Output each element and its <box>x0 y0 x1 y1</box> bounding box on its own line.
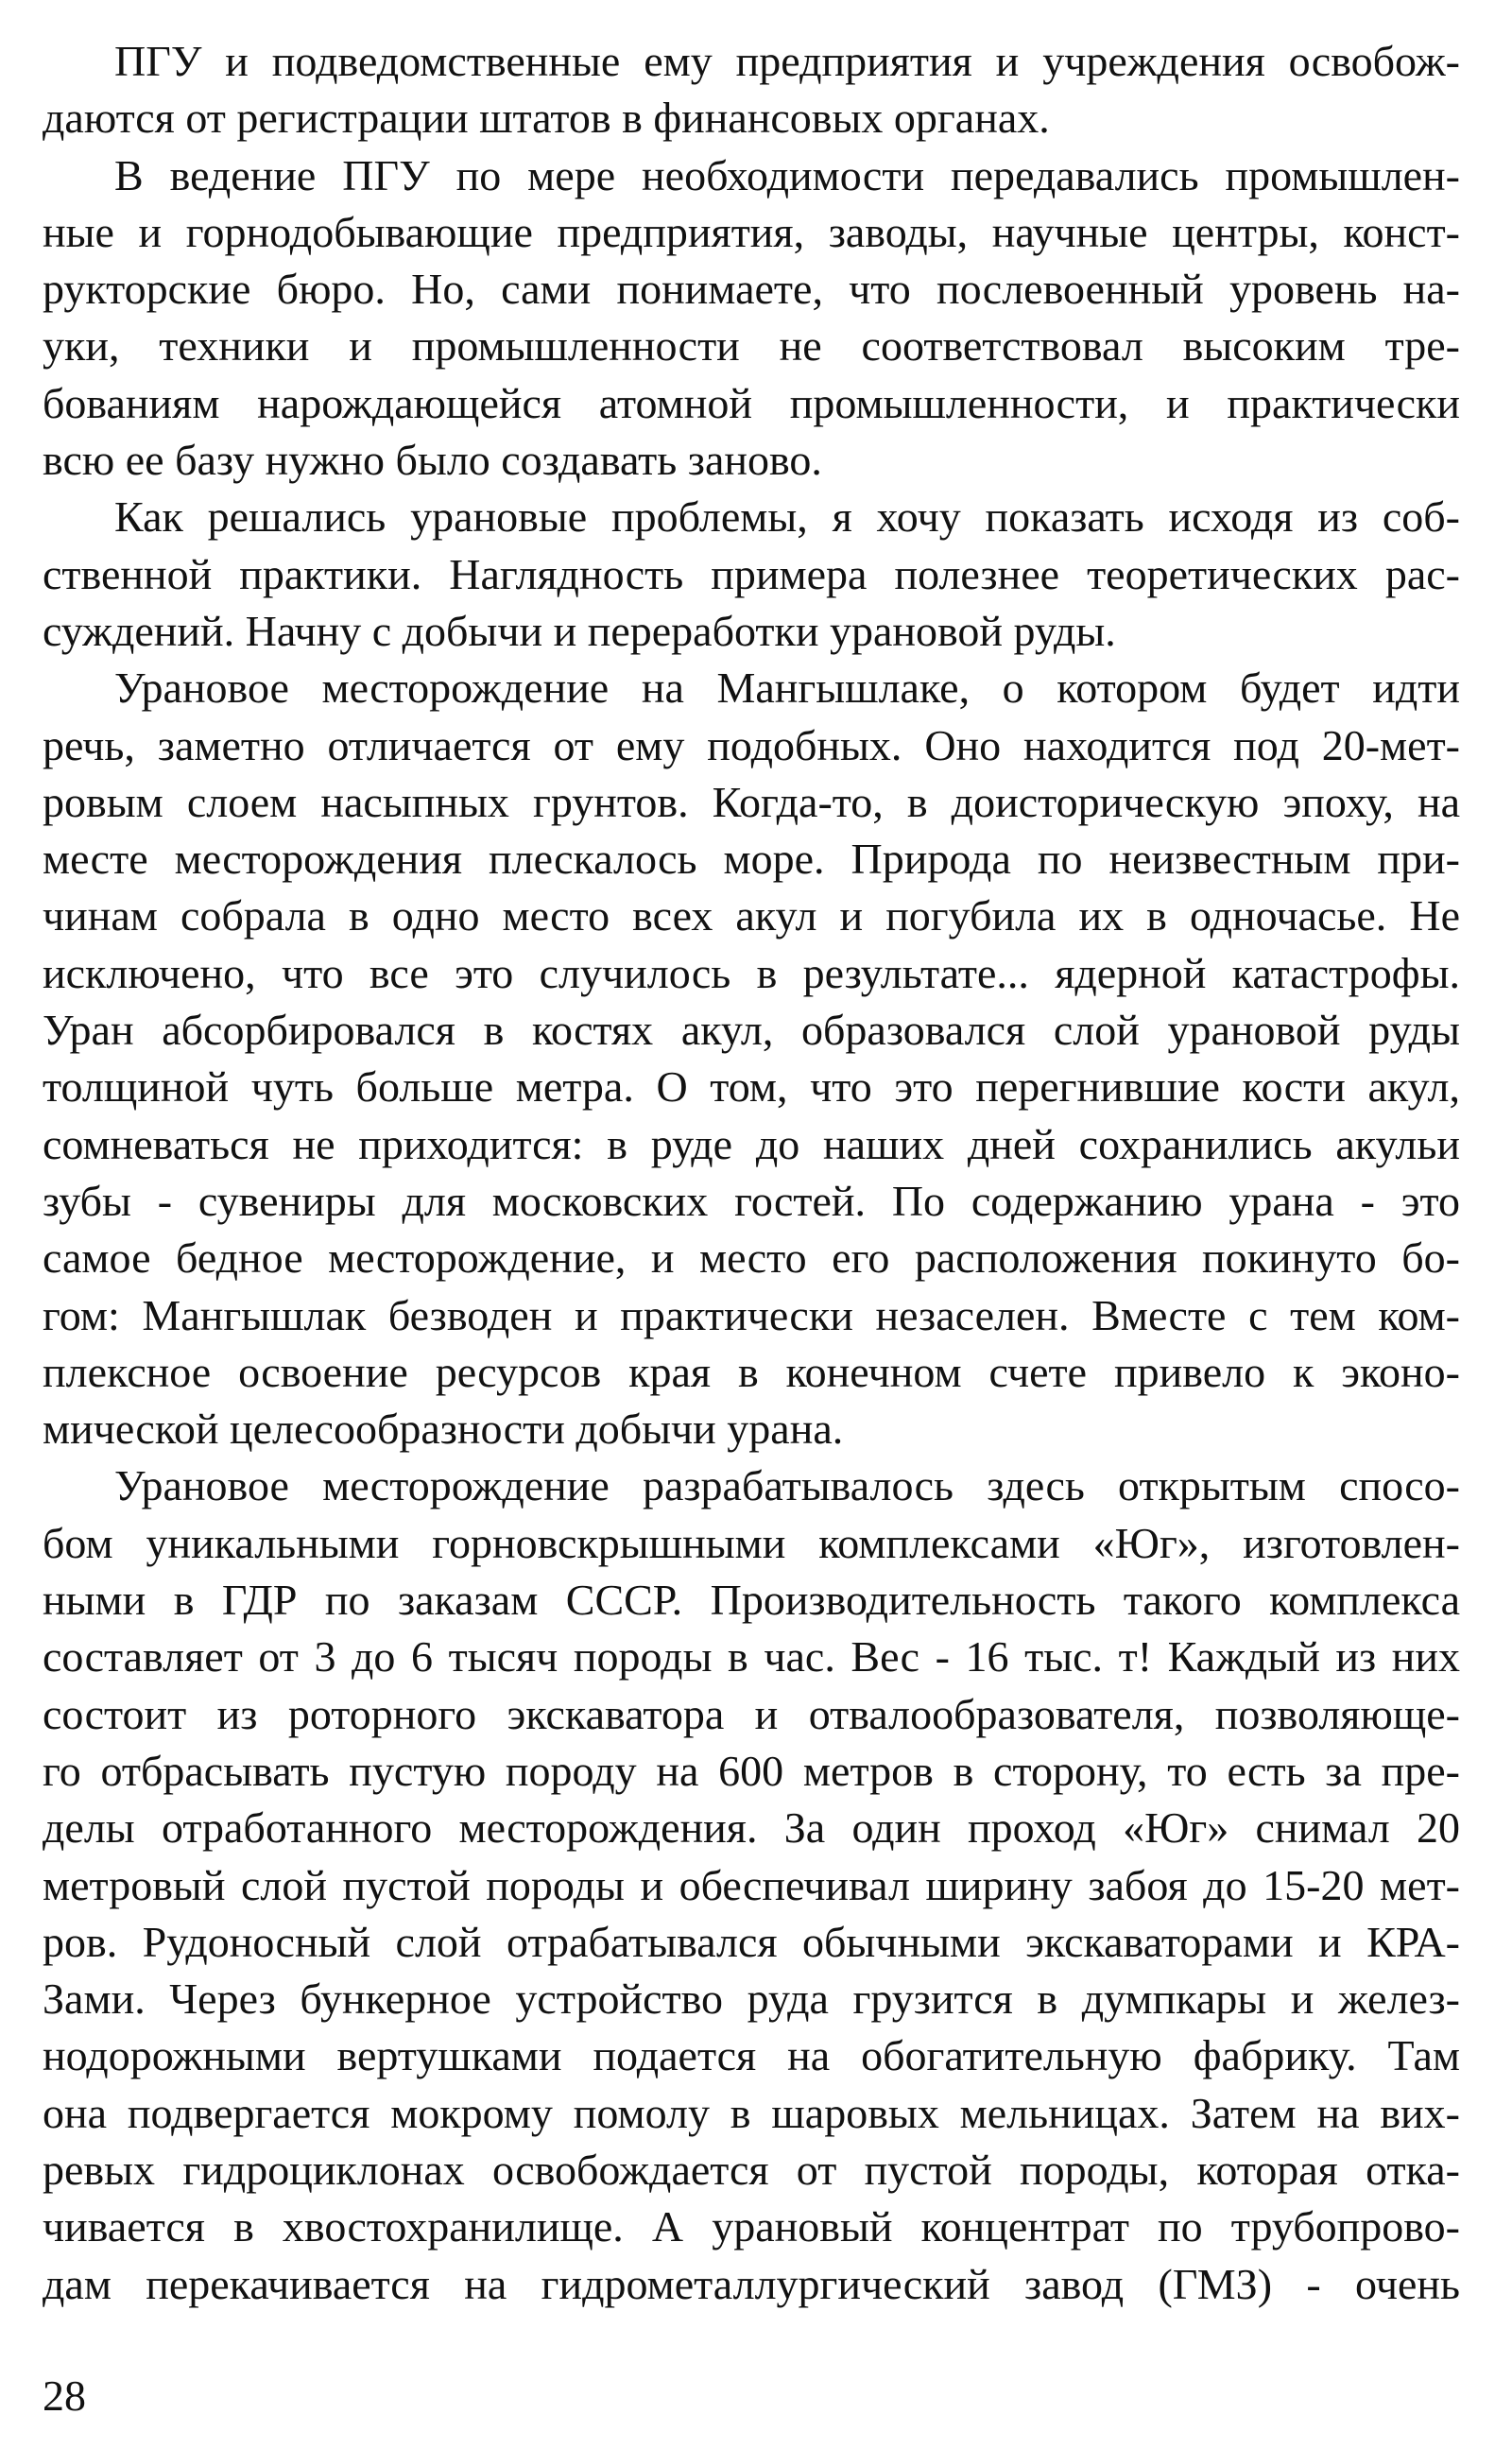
text-line: рукторские бюро. Но, сами понимаете, что послевоенный уровень на- <box>43 265 1460 314</box>
text-line: исключено, что все это случилось в результате... ядерной катастрофы. <box>43 948 1460 997</box>
text-line: речь, заметно отличается от ему подобных. Оно находится под 20-мет- <box>43 720 1460 769</box>
paragraph-2 <box>43 147 1460 490</box>
paragraph-1 <box>43 33 1460 147</box>
text-line: чинам собрала в одно место всех акул и погубила их в одночасье. Не <box>43 891 1460 940</box>
text-line: ные и горнодобывающие предприятия, заводы, научные центры, конст- <box>43 207 1460 256</box>
text-line: ПГУ и подведомственные ему предприятия и учреждения освобож- <box>114 37 1460 85</box>
text-line: Урановое месторождение разрабатывалось здесь открытым спосо- <box>114 1461 1460 1510</box>
text-line: состоит из роторного экскаватора и отвалообразователя, позволяюще- <box>43 1689 1460 1738</box>
text-line: суждений. Начну с добычи и переработки урановой руды. <box>43 606 1116 655</box>
text-line: го отбрасывать пустую породу на 600 метров в сторону, то есть за пре- <box>43 1746 1460 1795</box>
text-line: самое бедное месторождение, и место его расположения покинуто бо- <box>43 1233 1460 1283</box>
text-line: Как решались урановые проблемы, я хочу показать исходя из соб- <box>114 492 1460 542</box>
text-line: метровый слой пустой породы и обеспечивал ширину забоя до 15-20 мет- <box>43 1860 1460 1909</box>
paragraph-3 <box>43 489 1460 660</box>
text-line: мической целесообразности добычи урана. <box>43 1405 844 1454</box>
text-line: даются от регистрации штатов в финансовых органах. <box>43 94 1050 143</box>
text-line: составляет от 3 до 6 тысяч породы в час. Вес - 16 тыс. т! Каждый из них <box>43 1632 1460 1682</box>
text-line: бом уникальными горновскрышными комплексами «Юг», изготовлен- <box>43 1518 1460 1567</box>
text-line: ровым слоем насыпных грунтов. Когда-то, в доисторическую эпоху, на <box>43 777 1460 826</box>
text-line: ров. Рудоносный слой отрабатывался обычными экскаваторами и КРА- <box>43 1917 1460 1966</box>
paragraph-4 <box>43 660 1460 1457</box>
text-line: месте месторождения плескалось море. Природа по неизвестным при- <box>43 835 1460 884</box>
text-line: уки, техники и промышленности не соответствовал высоким тре- <box>43 321 1460 371</box>
text-line: Зами. Через бункерное устройство руда грузится в думпкары и желез- <box>43 1975 1460 2024</box>
text-line: ными в ГДР по заказам СССР. Производительность такого комплекса <box>43 1576 1460 1625</box>
page-body <box>43 33 1460 2313</box>
text-line: нодорожными вертушками подается на обогатительную фабрику. Там <box>43 2031 1460 2080</box>
page-number: 28 <box>43 2371 86 2420</box>
text-line: бованиям нарождающейся атомной промышленности, и практически <box>43 378 1460 427</box>
text-line: В ведение ПГУ по мере необходимости передавались промышлен- <box>114 150 1460 199</box>
text-line: толщиной чуть больше метра. О том, что это перегнившие кости акул, <box>43 1062 1460 1112</box>
text-line: дам перекачивается на гидрометаллургический завод (ГМЗ) - очень <box>43 2259 1460 2308</box>
text-line: гом: Мангышлак безводен и практически незаселен. Вместе с тем ком- <box>43 1290 1460 1339</box>
text-line: зубы - сувениры для московских гостей. По содержанию урана - это <box>43 1176 1460 1225</box>
text-line: Урановое месторождение на Мангышлаке, о котором будет идти <box>114 664 1460 713</box>
text-line: делы отработанного месторождения. За один проход «Юг» снимал 20 <box>43 1803 1460 1853</box>
text-line: чивается в хвостохранилище. А урановый концентрат по трубопрово- <box>43 2202 1460 2251</box>
text-line: всю ее базу нужно было создавать заново. <box>43 436 822 485</box>
text-line: Уран абсорбировался в костях акул, образовался слой урановой руды <box>43 1006 1460 1055</box>
text-line: плексное освоение ресурсов края в конечном счете привело к эконо- <box>43 1347 1460 1396</box>
paragraph-5 <box>43 1457 1460 2312</box>
text-line: она подвергается мокрому помолу в шаровых мельницах. Затем на вих- <box>43 2088 1460 2137</box>
text-line: ственной практики. Наглядность примера полезнее теоретических рас- <box>43 549 1460 598</box>
text-line: ревых гидроциклонах освобождается от пустой породы, которая отка- <box>43 2145 1460 2194</box>
text-line: сомневаться не приходится: в руде до наших дней сохранились акульи <box>43 1119 1460 1168</box>
